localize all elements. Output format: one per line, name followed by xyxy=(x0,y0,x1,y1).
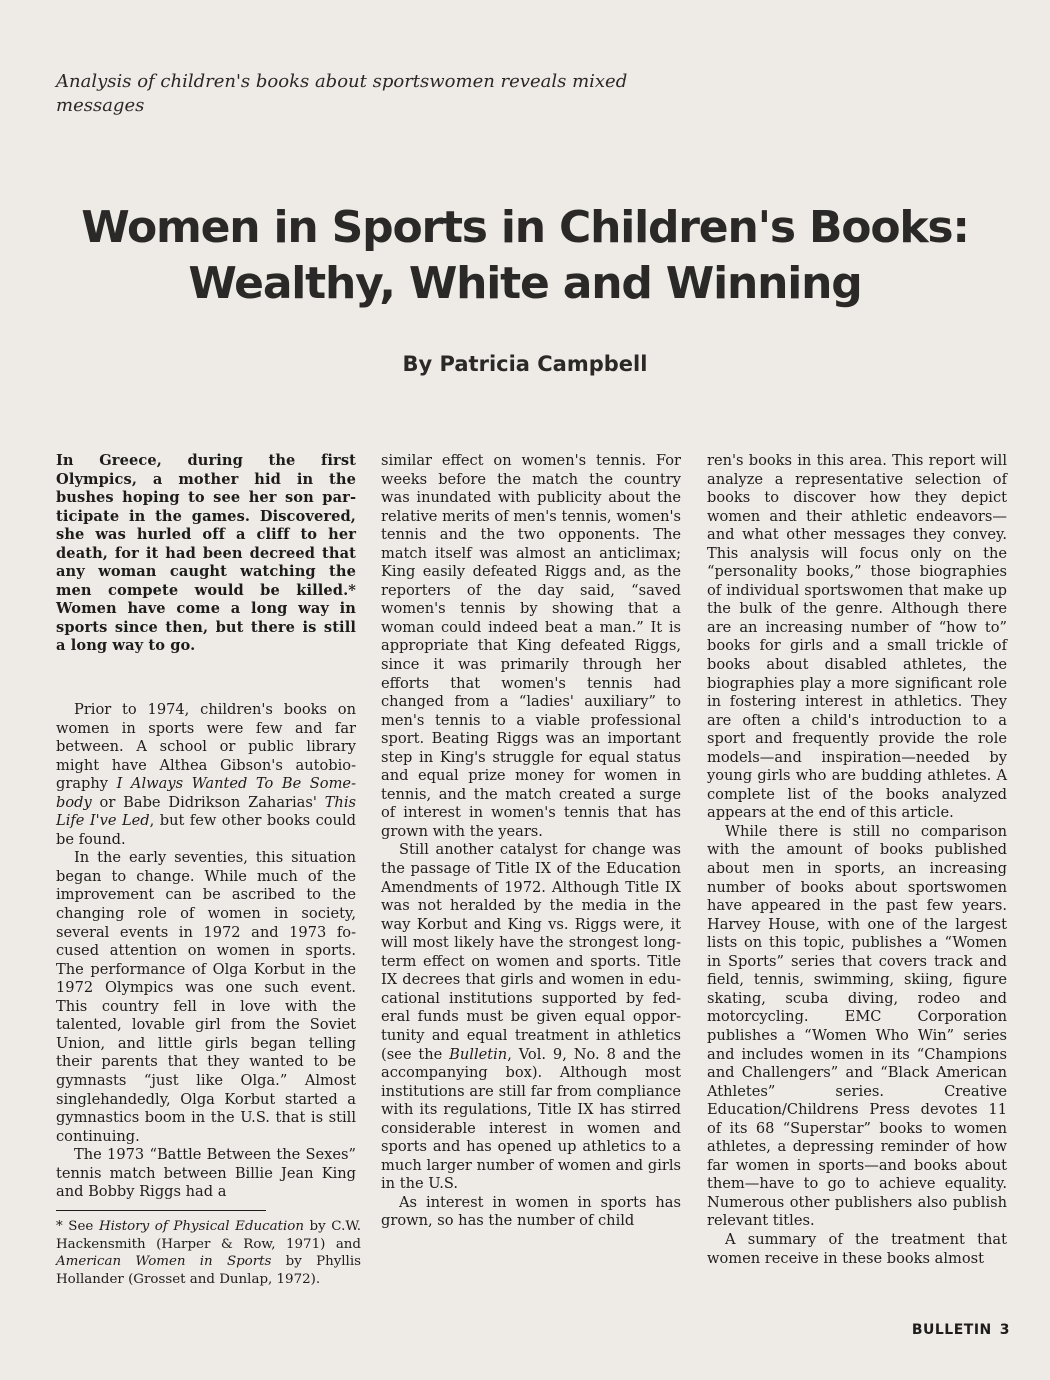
article-deck: Analysis of children's books about sportswomen reveals mixed messages xyxy=(56,71,628,116)
body-paragraph: A summary of the treatment that women receive in these books almost xyxy=(707,1230,1007,1267)
footnote-rule xyxy=(56,1210,266,1211)
body-paragraph: While there is still no comparison with the amount of books published about men in sports, an increasing number of books about sportswomen have appeared in the past few years. Harvey House, with one of the largest lists on this topic, publishes a “Women in Sports” series that covers track and field, tennis, swimming, skiing, figure skating, scuba diving, rodeo and motorcycling. EMC Corporation publishes a “Women Who Win” series and includes women in its “Champions and Challengers” and “Black American Athletes” series. Creative Education/Childrens Press devotes 11 of its 68 “Superstar” books to women athletes, a depressing reminder of how far women in sports—and books about them—have to go to achieve equality. Numerous other publishers also publish relevant titles. xyxy=(707,822,1007,1230)
headline-line-2: Wealthy, White and Winning xyxy=(188,258,862,309)
article-headline xyxy=(0,200,1050,312)
footnote: * See History of Physical Education by C.W. Hackensmith (Harper & Row, 1971) and American Women in Sports by Phyllis Hollander (Grosset and Dunlap, 1972). xyxy=(56,1219,362,1287)
page-footer xyxy=(912,1322,1010,1338)
byline: By Patricia Campbell xyxy=(402,352,648,376)
body-paragraph: Still another catalyst for change was the passage of Title IX of the Education Amendments of 1972. Although Title IX was not heralded by the media in the way Korbut and King vs. Riggs were, it will most likely have the strongest long-term effect on women and sports. Title IX decrees that girls and women in educational institutions supported by federal funds must be given equal opportunity and equal treatment in athletics (see the Bulletin, Vol. 9, No. 8 and the accompanying box). Although most institutions are still far from compliance with its regulations, Title IX has stirred considerable interest in women and sports and has opened up athletics to a much larger number of women and girls in the U.S. xyxy=(381,841,681,1193)
headline-line-1: Women in Sports in Children's Books: xyxy=(81,202,969,253)
text-column-2 xyxy=(381,452,681,1231)
body-paragraph: Prior to 1974, children's books on women in sports were few and far between. A school or public library might have Althea Gibson's autobiography I Always Wanted To Be Somebody or Babe Didrikson Zaharias' This Life I've Led, but few other books could be found. xyxy=(56,701,356,848)
page-number: 3 xyxy=(999,1322,1010,1338)
text-column-3 xyxy=(707,452,1007,1268)
body-paragraph: ren's books in this area. This report will analyze a representative selection of books to discover how they depict women and their athletic endeavors—and what other messages they convey. This analysis will focus only on the “personality books,” those biographies of individual sportswomen that make up the bulk of the genre. Although there are an increasing number of “how to” books for girls and a small trickle of books about disabled athletes, the biographies play a more significant role in fostering interest in athletics. They are often a child's introduction to a sport and frequently provide the role models—and inspiration—needed by young girls who are budding athletes. A complete list of the books analyzed appears at the end of this article. xyxy=(707,452,1007,822)
body-paragraph: similar effect on women's tennis. For weeks before the match the country was inundated with publicity about the relative merits of men's tennis, women's tennis and the two opponents. The match itself was almost an anticlimax; King easily defeated Riggs and, as the reporters of the day said, “saved women's tennis by showing that a woman could indeed beat a man.” It is appropriate that King defeated Riggs, since it was primarily through her efforts that women's tennis had changed from a “ladies' auxiliary” to men's tennis to a viable professional sport. Beating Riggs was an important step in King's struggle for equal status and equal prize money for women in tennis, and the match created a surge of interest in women's tennis that has grown with the years. xyxy=(381,452,681,840)
body-paragraph: In the early seventies, this situation began to change. While much of the improvement can be ascribed to the changing role of women in society, several events in 1972 and 1973 focused attention on women in sports. The performance of Olga Korbut in the 1972 Olympics was one such event. This country fell in love with the talented, lovable girl from the Soviet Union, and little girls began telling their parents that they wanted to be gymnasts “just like Olga.” Almost singlehandedly, Olga Korbut started a gymnastics boom in the U.S. that is still continuing. xyxy=(56,849,356,1145)
text-column-1 xyxy=(56,452,356,1202)
publication-name: BULLETIN xyxy=(911,1322,992,1338)
body-paragraph: As interest in women in sports has grown, so has the number of child xyxy=(381,1193,681,1230)
lede-paragraph: In Greece, during the first Olympics, a mother hid in the bushes hoping to see her son participate in the games. Discovered, she was hurled off a cliff to her death, for it had been decreed that any woman caught watching the men compete would be killed.* Women have come a long way in sports since then, but there is still a long way to go. xyxy=(56,452,356,655)
body-paragraph: The 1973 “Battle Between the Sexes” tennis match between Billie Jean King and Bobby Riggs had a xyxy=(56,1146,356,1201)
paragraph-spacer xyxy=(56,656,356,701)
